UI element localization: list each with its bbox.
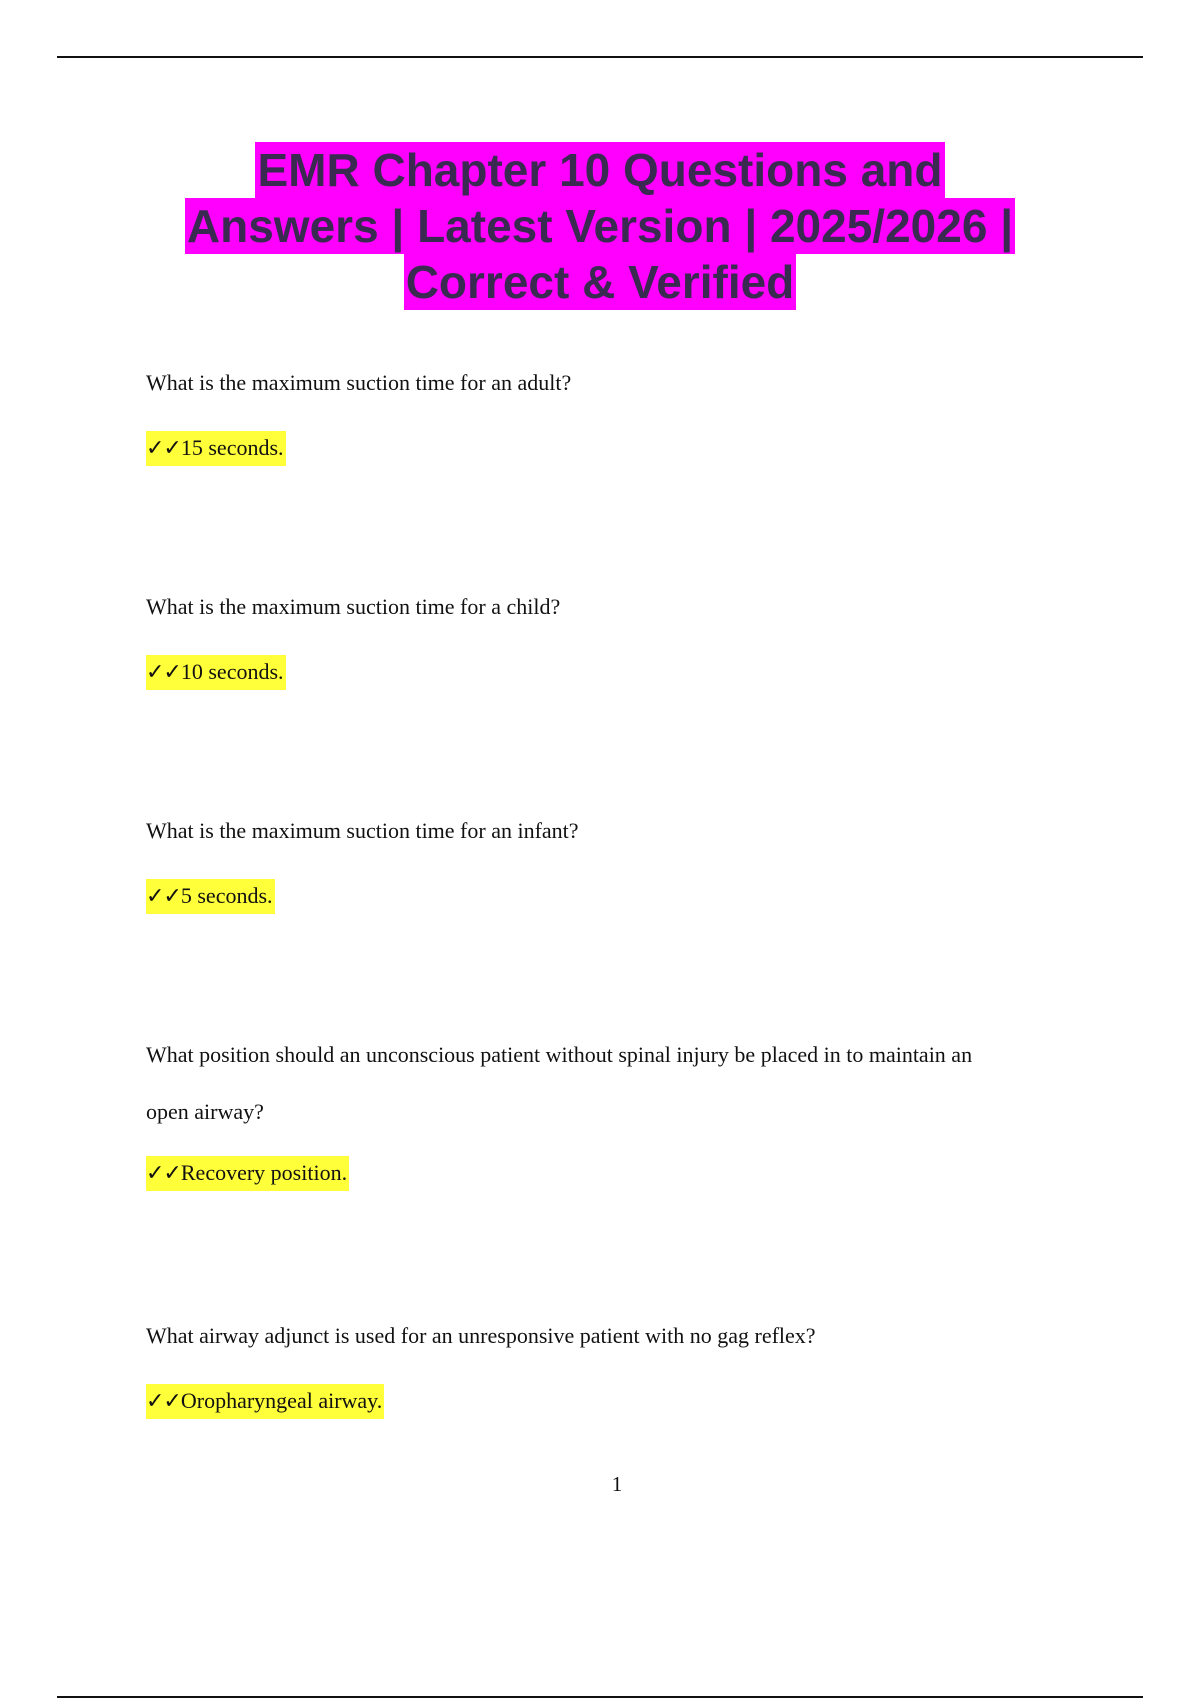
double-check-icon: ✓✓ bbox=[146, 660, 181, 685]
question-text-line-2: open airway? bbox=[146, 1099, 264, 1124]
qa-item-3 bbox=[146, 802, 1076, 914]
title-line-3: Correct & Verified bbox=[405, 256, 795, 308]
question-text: What airway adjunct is used for an unresponsive patient with no gag reflex? bbox=[146, 1323, 816, 1348]
answer-text: 5 seconds. bbox=[180, 883, 273, 908]
qa-item-1 bbox=[146, 354, 1076, 466]
double-check-icon: ✓✓ bbox=[146, 884, 181, 909]
document-title bbox=[100, 142, 1100, 310]
question-text: What is the maximum suction time for an infant? bbox=[146, 818, 579, 843]
question-text: What is the maximum suction time for an adult? bbox=[146, 370, 572, 395]
double-check-icon: ✓✓ bbox=[146, 1161, 181, 1186]
question-text-line-1: What position should an unconscious patient without spinal injury be placed in to maintain an bbox=[146, 1042, 973, 1067]
answer-text: Recovery position. bbox=[180, 1160, 348, 1185]
answer-highlight bbox=[146, 1384, 384, 1419]
answer-highlight bbox=[146, 431, 286, 466]
header-rule bbox=[57, 56, 1143, 58]
answer-highlight bbox=[146, 655, 286, 690]
answer-highlight bbox=[146, 1156, 349, 1191]
qa-item-5 bbox=[146, 1307, 1076, 1419]
qa-item-2 bbox=[146, 578, 1076, 690]
answer-text: 10 seconds. bbox=[180, 659, 284, 684]
title-line-2: Answers | Latest Version | 2025/2026 | bbox=[186, 200, 1014, 252]
answer-text: 15 seconds. bbox=[180, 435, 284, 460]
qa-item-4 bbox=[146, 1026, 1076, 1191]
answer-text: Oropharyngeal airway. bbox=[180, 1388, 383, 1413]
question-text: What is the maximum suction time for a child? bbox=[146, 594, 561, 619]
answer-highlight bbox=[146, 879, 275, 914]
double-check-icon: ✓✓ bbox=[146, 436, 181, 461]
double-check-icon: ✓✓ bbox=[146, 1389, 181, 1414]
page-number: 1 bbox=[611, 1472, 623, 1496]
footer-rule bbox=[57, 1696, 1143, 1698]
title-line-1: EMR Chapter 10 Questions and bbox=[257, 144, 943, 196]
